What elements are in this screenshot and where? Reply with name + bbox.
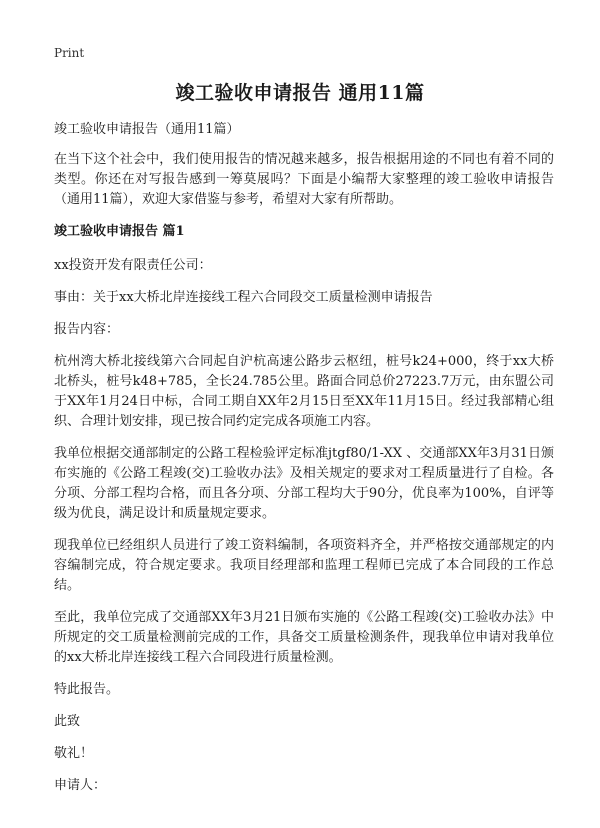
subject-line: 事由：关于xx大桥北岸连接线工程六合同段交工质量检测申请报告 (54, 290, 433, 305)
print-label[interactable]: Print (54, 46, 85, 60)
applicant-line: 申请人： (54, 778, 107, 793)
document-body (54, 120, 554, 808)
intro-paragraph: 在当下这个社会中，我们使用报告的情况越来越多，报告根据用途的不同也有着不同的类型。你还在对写报告感到一筹莫展吗？下面是小编帮大家整理的竣工验收申请报告（通用11篇），欢迎大家借鉴与参考，希望对大家有所帮助。 (54, 152, 554, 207)
addressee: xx投资开发有限责任公司： (54, 258, 212, 273)
body-paragraph-2: 我单位根据交通部制定的公路工程检验评定标准jtgf80/1-XX 、交通部XX年3月31日颁布实施的《公路工程竣(交)工验收办法》及相关规定的要求对工程质量进行了自检。各分项、分部工程均合格，而且各分项、分部工程均大于90分，优良率为100%，自评等级为优良，满足设计和质量规定要求。 (54, 446, 554, 521)
closing-line-1: 特此报告。 (54, 682, 120, 697)
closing-line-3: 敬礼！ (54, 746, 94, 761)
section-heading: 竣工验收申请报告 篇1 (54, 224, 185, 239)
page-title: 竣工验收申请报告 通用11篇 (175, 82, 425, 104)
body-paragraph-4: 至此，我单位完成了交通部XX年3月21日颁布实施的《公路工程竣(交)工验收办法》中所规定的交工质量检测前完成的工作，具备交工质量检测条件，现我单位申请对我单位的xx大桥北岸连接线工程六合同段进行质量检测。 (54, 610, 554, 665)
body-paragraph-3: 现我单位已经组织人员进行了竣工资料编制，各项资料齐全，并严格按交通部规定的内容编制完成，符合规定要求。我项目经理部和监理工程师已完成了本合同段的工作总结。 (54, 538, 554, 593)
document-subtitle: 竣工验收申请报告（通用11篇） (54, 122, 240, 137)
closing-line-2: 此致 (54, 714, 81, 729)
report-label: 报告内容： (54, 322, 120, 337)
body-paragraph-1: 杭州湾大桥北接线第六合同起自沪杭高速公路步云枢纽，桩号k24+000，终于xx大桥北桥头，桩号k48+785，全长24.785公里。路面合同总价27223.7万元，由东盟公司于XX年1月24日中标，合同工期自XX年2月15日至XX年11月15日。经过我部精心组织、合理计划安排，现已按合同约定完成各项施工内容。 (54, 354, 554, 429)
